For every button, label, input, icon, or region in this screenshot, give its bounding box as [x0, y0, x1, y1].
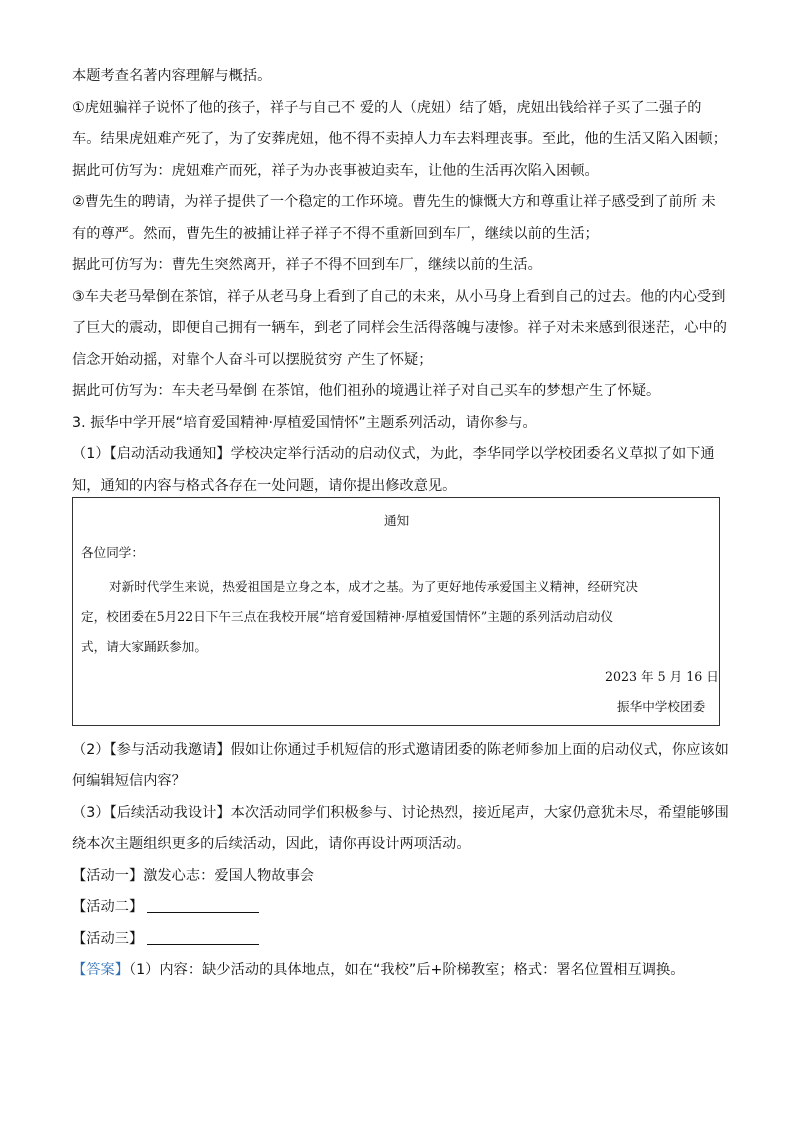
question-3-3-line-1: （3）【后续活动我设计】本次活动同学们积极参与、讨论热烈，接近尾声，大家仍意犹未尽，希望能够围 [72, 805, 729, 821]
notice-signature: 振华中学校团委 [617, 699, 706, 714]
notice-body-line-2: 定，校团委在5月22日下午三点在我校开展“培育爱国精神·厚植爱国情怀”主题的系列活动启动仪 [81, 609, 614, 624]
analysis-line-4: ②曹先生的聘请，为祥子提供了一个稳定的工作环境。曹先生的慷慨大方和尊重让祥子感受到了前所 未 [72, 194, 716, 210]
analysis-line-3: 据此可仿写为：虎妞难产而死，祥子为办丧事被迫卖车，让他的生活再次陷入困顿。 [72, 163, 599, 179]
analysis-line-10: 据此可仿写为：车夫老马晕倒 在茶馆，他们祖孙的境遇让祥子对自己买车的梦想产生了怀疑。 [72, 383, 661, 399]
notice-body-line-3: 式，请大家踊跃参加。 [81, 639, 207, 654]
question-3-2-line-2: 何编辑短信内容？ [72, 773, 186, 789]
activity-1: 【活动一】激发心志：爱国人物故事会 [72, 868, 315, 884]
analysis-line-1: ①虎妞骗祥子说怀了他的孩子，祥子与自己不 爱的人（虎妞）结了婚，虎妞出钱给祥子买了二强子的 [72, 100, 702, 116]
question-3-3-line-2: 绕本次主题组织更多的后续活动，因此，请你再设计两项活动。 [72, 836, 471, 852]
activity-2-blank[interactable] [147, 898, 259, 913]
answer-intro: 本题考查名著内容理解与概括。 [72, 68, 272, 84]
question-3-1-line-2: 知，通知的内容与格式各存在一处问题，请你提出修改意见。 [72, 478, 457, 494]
question-3-1-line-1: （1）【启动活动我通知】学校决定举行活动的启动仪式，为此，李华同学以学校团委名义草拟了如下通 [72, 446, 715, 462]
question-3-2-line-1: （2）【参与活动我邀请】假如让你通过手机短信的形式邀请团委的陈老师参加上面的启动仪式，你应该如 [72, 742, 729, 758]
analysis-line-9: 信念开始动摇，对靠个人奋斗可以摆脱贫穷 产生了怀疑； [72, 352, 433, 368]
notice-greeting: 各位同学： [81, 545, 144, 560]
notice-body-line-1: 对新时代学生来说，热爱祖国是立身之本，成才之基。为了更好地传承爱国主义精神，经研究决 [109, 579, 638, 594]
analysis-line-5: 有的尊严。然而，曹先生的被捕让祥子祥子不得不重新回到车厂，继续以前的生活； [72, 226, 599, 242]
analysis-line-7: ③车夫老马晕倒在茶馆，祥子从老马身上看到了自己的未来，从小马身上看到自己的过去。他的内心受到 [72, 289, 726, 305]
notice-title: 通知 [384, 513, 410, 528]
analysis-line-2: 车。结果虎妞难产死了，为了安葬虎妞，他不得不卖掉人力车去料理丧事。至此，他的生活又陷入困顿； [72, 131, 727, 147]
activity-2 [72, 897, 732, 917]
analysis-line-6: 据此可仿写为：曹先生突然离开，祥子不得不回到车厂，继续以前的生活。 [72, 257, 542, 273]
answer-line [72, 960, 732, 980]
activity-2-label: 【活动二】 [72, 899, 144, 915]
activity-3-label: 【活动三】 [72, 931, 144, 947]
notice-date: 2023 年 5 月 16 日 [605, 669, 719, 684]
answer-text: （1）内容：缺少活动的具体地点，如在“我校”后+阶梯教室；格式：署名位置相互调换。 [128, 962, 685, 978]
activity-3 [72, 929, 732, 949]
answer-tag: 【答案】 [72, 962, 129, 978]
notice-box [72, 497, 720, 726]
analysis-line-8: 了巨大的震动，即便自己拥有一辆车，到老了同样会生活得落魄与凄惨。祥子对未来感到很迷茫，心中的 [72, 320, 727, 336]
activity-3-blank[interactable] [147, 930, 259, 945]
question-3-title: 3. 振华中学开展“培育爱国精神·厚植爱国情怀”主题系列活动，请你参与。 [72, 415, 537, 431]
